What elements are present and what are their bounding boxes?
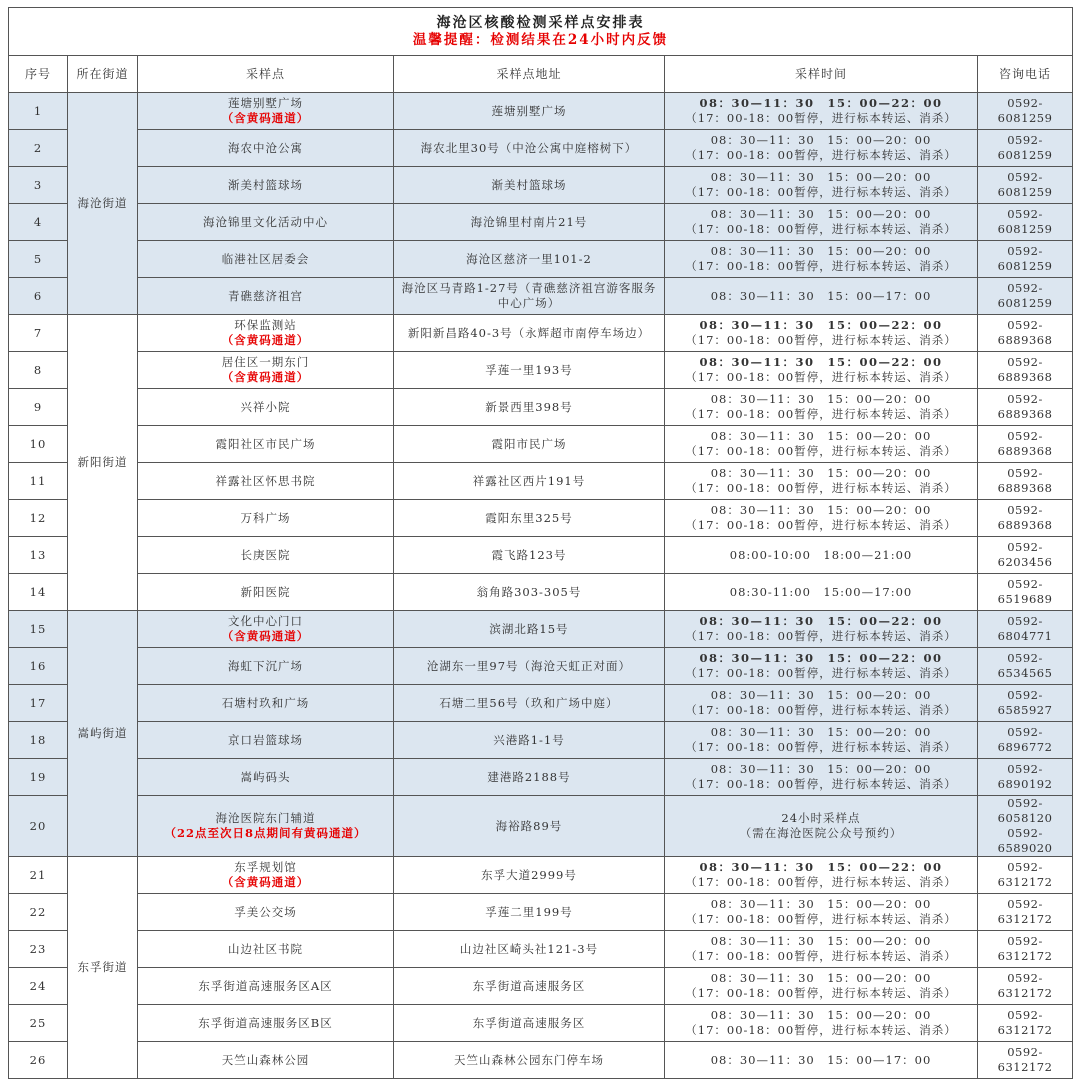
row-number: 24 <box>9 968 68 1005</box>
header-address: 采样点地址 <box>394 56 665 93</box>
time-cell <box>665 204 978 241</box>
site-note: （含黄码通道） <box>221 333 310 347</box>
phone-cell <box>978 463 1073 500</box>
street-name: 东孚街道 <box>68 857 138 1079</box>
street-name: 海沧街道 <box>68 93 138 315</box>
site-address: 天竺山森林公园东门停车场 <box>394 1042 665 1079</box>
site-address: 孚莲二里199号 <box>394 894 665 931</box>
row-number: 7 <box>9 315 68 352</box>
phone-cell <box>978 574 1073 611</box>
phone-cell <box>978 857 1073 894</box>
page-title: 海沧区核酸检测采样点安排表 <box>436 15 645 31</box>
time-main: 08：30—11：30 15：00—22：00 <box>699 651 943 665</box>
time-cell <box>665 352 978 389</box>
header-row <box>9 56 1073 93</box>
site-address: 东孚街道高速服务区 <box>394 1005 665 1042</box>
site-note: （含黄码通道） <box>221 875 310 889</box>
time-main: 08：30—11：30 15：00—20：00 <box>710 244 932 258</box>
site-name: 莲塘别墅广场 <box>228 96 303 110</box>
site-address: 建港路2188号 <box>394 759 665 796</box>
phone-cell <box>978 894 1073 931</box>
phone-number: 0592-6889368 <box>997 392 1053 421</box>
phone-cell <box>978 500 1073 537</box>
row-number: 22 <box>9 894 68 931</box>
time-note: （17：00-18：00暂停，进行标本转运、消杀） <box>685 1023 957 1037</box>
time-main: 08：30—11：30 15：00—20：00 <box>710 429 932 443</box>
site-cell <box>138 93 394 130</box>
time-note: （17：00-18：00暂停，进行标本转运、消杀） <box>685 777 957 791</box>
site-name: 京口岩篮球场 <box>228 732 303 747</box>
row-number: 4 <box>9 204 68 241</box>
site-cell <box>138 537 394 574</box>
phone-number: 0592-6890192 <box>997 762 1053 791</box>
time-cell <box>665 93 978 130</box>
time-main: 08：30—11：30 15：00—22：00 <box>699 355 943 369</box>
site-cell <box>138 241 394 278</box>
table-row <box>9 1005 1073 1042</box>
table-row <box>9 611 1073 648</box>
site-address: 滨湖北路15号 <box>394 611 665 648</box>
phone-cell <box>978 426 1073 463</box>
site-cell <box>138 759 394 796</box>
phone-number: 0592-6889368 <box>997 318 1053 347</box>
site-cell <box>138 796 394 857</box>
site-cell <box>138 1005 394 1042</box>
table-row <box>9 426 1073 463</box>
site-cell <box>138 278 394 315</box>
time-main: 08:00-10:00 18:00—21:00 <box>729 547 913 562</box>
phone-number: 0592-6081259 <box>997 207 1053 236</box>
site-address: 兴港路1-1号 <box>394 722 665 759</box>
time-note: （17：00-18：00暂停，进行标本转运、消杀） <box>685 666 957 680</box>
site-cell <box>138 204 394 241</box>
time-main: 08：30—11：30 15：00—20：00 <box>710 466 932 480</box>
table-row <box>9 130 1073 167</box>
row-number: 2 <box>9 130 68 167</box>
table-row <box>9 93 1073 130</box>
site-name: 万科广场 <box>240 510 291 525</box>
time-cell <box>665 389 978 426</box>
site-address: 山边社区崎头社121-3号 <box>394 931 665 968</box>
site-cell <box>138 722 394 759</box>
table-body <box>9 93 1073 1079</box>
phone-number: 0592-6081259 <box>997 170 1053 199</box>
site-address: 渐美村篮球场 <box>394 167 665 204</box>
time-main: 08：30—11：30 15：00—20：00 <box>710 1008 932 1022</box>
site-cell <box>138 894 394 931</box>
phone-cell <box>978 611 1073 648</box>
time-note: （17：00-18：00暂停，进行标本转运、消杀） <box>685 148 957 162</box>
site-cell <box>138 857 394 894</box>
time-note: （17：00-18：00暂停，进行标本转运、消杀） <box>685 986 957 1000</box>
time-main: 08：30—11：30 15：00—20：00 <box>710 934 932 948</box>
site-note: （22点至次日8点期间有黄码通道） <box>164 826 367 840</box>
site-cell <box>138 611 394 648</box>
site-cell <box>138 968 394 1005</box>
time-cell <box>665 426 978 463</box>
time-main: 08：30—11：30 15：00—20：00 <box>710 133 932 147</box>
site-address: 新景西里398号 <box>394 389 665 426</box>
time-main: 08：30—11：30 15：00—17：00 <box>710 288 932 303</box>
time-note: （17：00-18：00暂停，进行标本转运、消杀） <box>685 912 957 926</box>
table-row <box>9 167 1073 204</box>
time-note: （17：00-18：00暂停，进行标本转运、消杀） <box>685 875 957 889</box>
site-cell <box>138 130 394 167</box>
phone-number: 0592-6081259 <box>997 281 1053 310</box>
phone-cell <box>978 352 1073 389</box>
site-name: 长庚医院 <box>240 547 291 562</box>
site-note: （含黄码通道） <box>221 629 310 643</box>
site-name: 兴祥小院 <box>240 399 291 414</box>
table-row <box>9 574 1073 611</box>
table-row <box>9 685 1073 722</box>
phone-number: 0592-6804771 <box>997 614 1053 643</box>
site-name: 新阳医院 <box>240 584 291 599</box>
time-cell <box>665 537 978 574</box>
header-phone: 咨询电话 <box>978 56 1073 93</box>
table-row <box>9 894 1073 931</box>
phone-cell <box>978 759 1073 796</box>
time-cell <box>665 463 978 500</box>
row-number: 11 <box>9 463 68 500</box>
time-note: （17：00-18：00暂停，进行标本转运、消杀） <box>685 259 957 273</box>
time-cell <box>665 167 978 204</box>
time-note: （17：00-18：00暂停，进行标本转运、消杀） <box>685 740 957 754</box>
phone-number: 0592-6312172 <box>997 860 1053 889</box>
row-number: 6 <box>9 278 68 315</box>
phone-cell <box>978 537 1073 574</box>
phone-cell <box>978 167 1073 204</box>
site-name: 霞阳社区市民广场 <box>215 436 316 451</box>
time-note: （17：00-18：00暂停，进行标本转运、消杀） <box>685 222 957 236</box>
time-cell <box>665 894 978 931</box>
phone-number: 0592-6058120 <box>997 796 1053 825</box>
time-cell <box>665 931 978 968</box>
row-number: 1 <box>9 93 68 130</box>
table-row <box>9 537 1073 574</box>
street-name: 嵩屿街道 <box>68 611 138 857</box>
header-site: 采样点 <box>138 56 394 93</box>
time-cell <box>665 315 978 352</box>
site-address: 莲塘别墅广场 <box>394 93 665 130</box>
phone-number: 0592-6312172 <box>997 1008 1053 1037</box>
site-name: 东孚街道高速服务区A区 <box>198 978 333 993</box>
site-address: 翁角路303-305号 <box>394 574 665 611</box>
row-number: 26 <box>9 1042 68 1079</box>
row-number: 8 <box>9 352 68 389</box>
table-row <box>9 759 1073 796</box>
row-number: 25 <box>9 1005 68 1042</box>
time-cell <box>665 722 978 759</box>
site-address: 海沧区慈济一里101-2 <box>394 241 665 278</box>
header-no: 序号 <box>9 56 68 93</box>
time-main: 08：30—11：30 15：00—22：00 <box>699 614 943 628</box>
time-main: 08：30—11：30 15：00—20：00 <box>710 207 932 221</box>
site-cell <box>138 352 394 389</box>
row-number: 23 <box>9 931 68 968</box>
site-address: 霞飞路123号 <box>394 537 665 574</box>
phone-number: 0592-6889368 <box>997 503 1053 532</box>
site-name: 文化中心门口 <box>228 614 303 628</box>
header-street: 所在街道 <box>68 56 138 93</box>
site-cell <box>138 315 394 352</box>
time-note: （需在海沧医院公众号预约） <box>739 826 903 840</box>
table-row <box>9 857 1073 894</box>
time-note: （17：00-18：00暂停，进行标本转运、消杀） <box>685 629 957 643</box>
time-main: 08:30-11:00 15:00—17:00 <box>729 584 913 599</box>
phone-number: 0592-6585927 <box>997 688 1053 717</box>
phone-cell <box>978 130 1073 167</box>
time-main: 08：30—11：30 15：00—20：00 <box>710 897 932 911</box>
time-main: 08：30—11：30 15：00—20：00 <box>710 971 932 985</box>
time-cell <box>665 130 978 167</box>
time-cell <box>665 278 978 315</box>
site-address: 霞阳东里325号 <box>394 500 665 537</box>
time-note: （17：00-18：00暂停，进行标本转运、消杀） <box>685 333 957 347</box>
table-row <box>9 1042 1073 1079</box>
site-name: 环保监测站 <box>234 318 297 332</box>
site-cell <box>138 1042 394 1079</box>
site-address: 祥露社区西片191号 <box>394 463 665 500</box>
row-number: 9 <box>9 389 68 426</box>
header-time: 采样时间 <box>665 56 978 93</box>
phone-cell <box>978 315 1073 352</box>
row-number: 14 <box>9 574 68 611</box>
time-note: （17：00-18：00暂停，进行标本转运、消杀） <box>685 370 957 384</box>
phone-number: 0592-6081259 <box>997 133 1053 162</box>
time-cell <box>665 648 978 685</box>
notice-text: 温馨提醒：检测结果在24小时内反馈 <box>412 32 669 48</box>
phone-cell <box>978 685 1073 722</box>
site-address: 海沧区马青路1-27号（青礁慈济祖宫游客服务中心广场） <box>394 278 665 315</box>
site-note: （含黄码通道） <box>221 370 310 384</box>
site-name: 海沧锦里文化活动中心 <box>203 214 328 229</box>
phone-number: 0592-6203456 <box>997 540 1053 569</box>
site-name: 海虹下沉广场 <box>228 658 303 673</box>
time-main: 08：30—11：30 15：00—22：00 <box>699 96 943 110</box>
time-cell <box>665 241 978 278</box>
schedule-table-container <box>8 7 1072 1079</box>
row-number: 12 <box>9 500 68 537</box>
row-number: 13 <box>9 537 68 574</box>
phone-cell <box>978 204 1073 241</box>
site-cell <box>138 500 394 537</box>
street-name: 新阳街道 <box>68 315 138 611</box>
table-row <box>9 278 1073 315</box>
time-cell <box>665 759 978 796</box>
time-main: 08：30—11：30 15：00—20：00 <box>710 170 932 184</box>
phone-number: 0592-6081259 <box>997 96 1053 125</box>
site-cell <box>138 685 394 722</box>
time-note: （17：00-18：00暂停，进行标本转运、消杀） <box>685 407 957 421</box>
phone-cell <box>978 931 1073 968</box>
time-main: 08：30—11：30 15：00—22：00 <box>699 860 943 874</box>
time-note: （17：00-18：00暂停，进行标本转运、消杀） <box>685 444 957 458</box>
site-cell <box>138 167 394 204</box>
time-cell <box>665 857 978 894</box>
site-cell <box>138 931 394 968</box>
table-row <box>9 352 1073 389</box>
site-cell <box>138 426 394 463</box>
phone-number: 0592-6889368 <box>997 355 1053 384</box>
time-cell <box>665 968 978 1005</box>
site-address: 海农北里30号（中沧公寓中庭榕树下） <box>394 130 665 167</box>
time-note: （17：00-18：00暂停，进行标本转运、消杀） <box>685 949 957 963</box>
row-number: 20 <box>9 796 68 857</box>
phone-cell <box>978 93 1073 130</box>
row-number: 18 <box>9 722 68 759</box>
row-number: 19 <box>9 759 68 796</box>
table-row <box>9 389 1073 426</box>
site-name: 渐美村篮球场 <box>228 177 303 192</box>
phone-cell <box>978 722 1073 759</box>
phone-number: 0592-6312172 <box>997 934 1053 963</box>
time-cell <box>665 500 978 537</box>
site-name: 海沧医院东门辅道 <box>215 811 316 825</box>
site-address: 孚莲一里193号 <box>394 352 665 389</box>
table-row <box>9 204 1073 241</box>
row-number: 21 <box>9 857 68 894</box>
table-row <box>9 463 1073 500</box>
table-row <box>9 796 1073 857</box>
row-number: 17 <box>9 685 68 722</box>
time-note: （17：00-18：00暂停，进行标本转运、消杀） <box>685 518 957 532</box>
site-name: 居住区一期东门 <box>221 355 310 369</box>
time-main: 08：30—11：30 15：00—20：00 <box>710 503 932 517</box>
site-name: 东孚规划馆 <box>234 860 297 874</box>
phone-cell <box>978 1005 1073 1042</box>
site-address: 霞阳市民广场 <box>394 426 665 463</box>
site-cell <box>138 463 394 500</box>
time-main: 08：30—11：30 15：00—20：00 <box>710 725 932 739</box>
phone-number: 0592-6312172 <box>997 897 1053 926</box>
phone-cell <box>978 648 1073 685</box>
title-cell <box>9 8 1073 56</box>
time-note: （17：00-18：00暂停，进行标本转运、消杀） <box>685 185 957 199</box>
table-row <box>9 968 1073 1005</box>
site-name: 青礁慈济祖宫 <box>228 288 303 303</box>
phone-cell <box>978 241 1073 278</box>
time-main: 08：30—11：30 15：00—22：00 <box>699 318 943 332</box>
phone-number: 0592-6519689 <box>997 577 1053 606</box>
time-cell <box>665 611 978 648</box>
site-address: 东孚街道高速服务区 <box>394 968 665 1005</box>
table-row <box>9 722 1073 759</box>
phone-cell <box>978 1042 1073 1079</box>
phone-cell <box>978 278 1073 315</box>
time-note: （17：00-18：00暂停，进行标本转运、消杀） <box>685 703 957 717</box>
site-address: 沧湖东一里97号（海沧天虹正对面） <box>394 648 665 685</box>
site-address: 石塘二里56号（玖和广场中庭） <box>394 685 665 722</box>
table-row <box>9 648 1073 685</box>
table-row <box>9 241 1073 278</box>
site-name: 临港社区居委会 <box>221 251 310 266</box>
time-cell <box>665 1005 978 1042</box>
site-address: 新阳新昌路40-3号（永辉超市南停车场边） <box>394 315 665 352</box>
row-number: 15 <box>9 611 68 648</box>
row-number: 5 <box>9 241 68 278</box>
time-main: 08：30—11：30 15：00—20：00 <box>710 392 932 406</box>
site-cell <box>138 574 394 611</box>
site-address: 东孚大道2999号 <box>394 857 665 894</box>
site-name: 孚美公交场 <box>234 904 297 919</box>
phone-number: 0592-6081259 <box>997 244 1053 273</box>
table-row <box>9 931 1073 968</box>
row-number: 16 <box>9 648 68 685</box>
phone-cell <box>978 968 1073 1005</box>
time-cell <box>665 1042 978 1079</box>
site-name: 海农中沧公寓 <box>228 140 303 155</box>
phone-number: 0592-6896772 <box>997 725 1053 754</box>
phone-number: 0592-6889368 <box>997 429 1053 458</box>
phone-number-2: 0592-6589020 <box>997 826 1053 855</box>
time-main: 08：30—11：30 15：00—17：00 <box>710 1052 932 1067</box>
time-main: 08：30—11：30 15：00—20：00 <box>710 688 932 702</box>
phone-number: 0592-6312172 <box>997 1045 1053 1074</box>
phone-cell <box>978 389 1073 426</box>
site-name: 嵩屿码头 <box>240 769 291 784</box>
phone-number: 0592-6312172 <box>997 971 1053 1000</box>
site-cell <box>138 389 394 426</box>
site-name: 东孚街道高速服务区B区 <box>198 1015 333 1030</box>
row-number: 10 <box>9 426 68 463</box>
row-number: 3 <box>9 167 68 204</box>
time-cell <box>665 574 978 611</box>
site-address: 海沧锦里村南片21号 <box>394 204 665 241</box>
site-name: 石塘村玖和广场 <box>221 695 310 710</box>
time-main: 08：30—11：30 15：00—20：00 <box>710 762 932 776</box>
time-note: （17：00-18：00暂停，进行标本转运、消杀） <box>685 481 957 495</box>
site-cell <box>138 648 394 685</box>
site-name: 祥露社区怀思书院 <box>215 473 316 488</box>
phone-number: 0592-6889368 <box>997 466 1053 495</box>
table-row <box>9 500 1073 537</box>
site-note: （含黄码通道） <box>221 111 310 125</box>
phone-number: 0592-6534565 <box>997 651 1053 680</box>
site-address: 海裕路89号 <box>394 796 665 857</box>
time-main: 24小时采样点 <box>781 811 861 825</box>
site-name: 天竺山森林公园 <box>221 1052 310 1067</box>
table-row <box>9 315 1073 352</box>
time-cell <box>665 685 978 722</box>
phone-cell <box>978 796 1073 857</box>
site-name: 山边社区书院 <box>228 941 303 956</box>
schedule-table <box>8 7 1073 1079</box>
time-note: （17：00-18：00暂停，进行标本转运、消杀） <box>685 111 957 125</box>
time-cell <box>665 796 978 857</box>
